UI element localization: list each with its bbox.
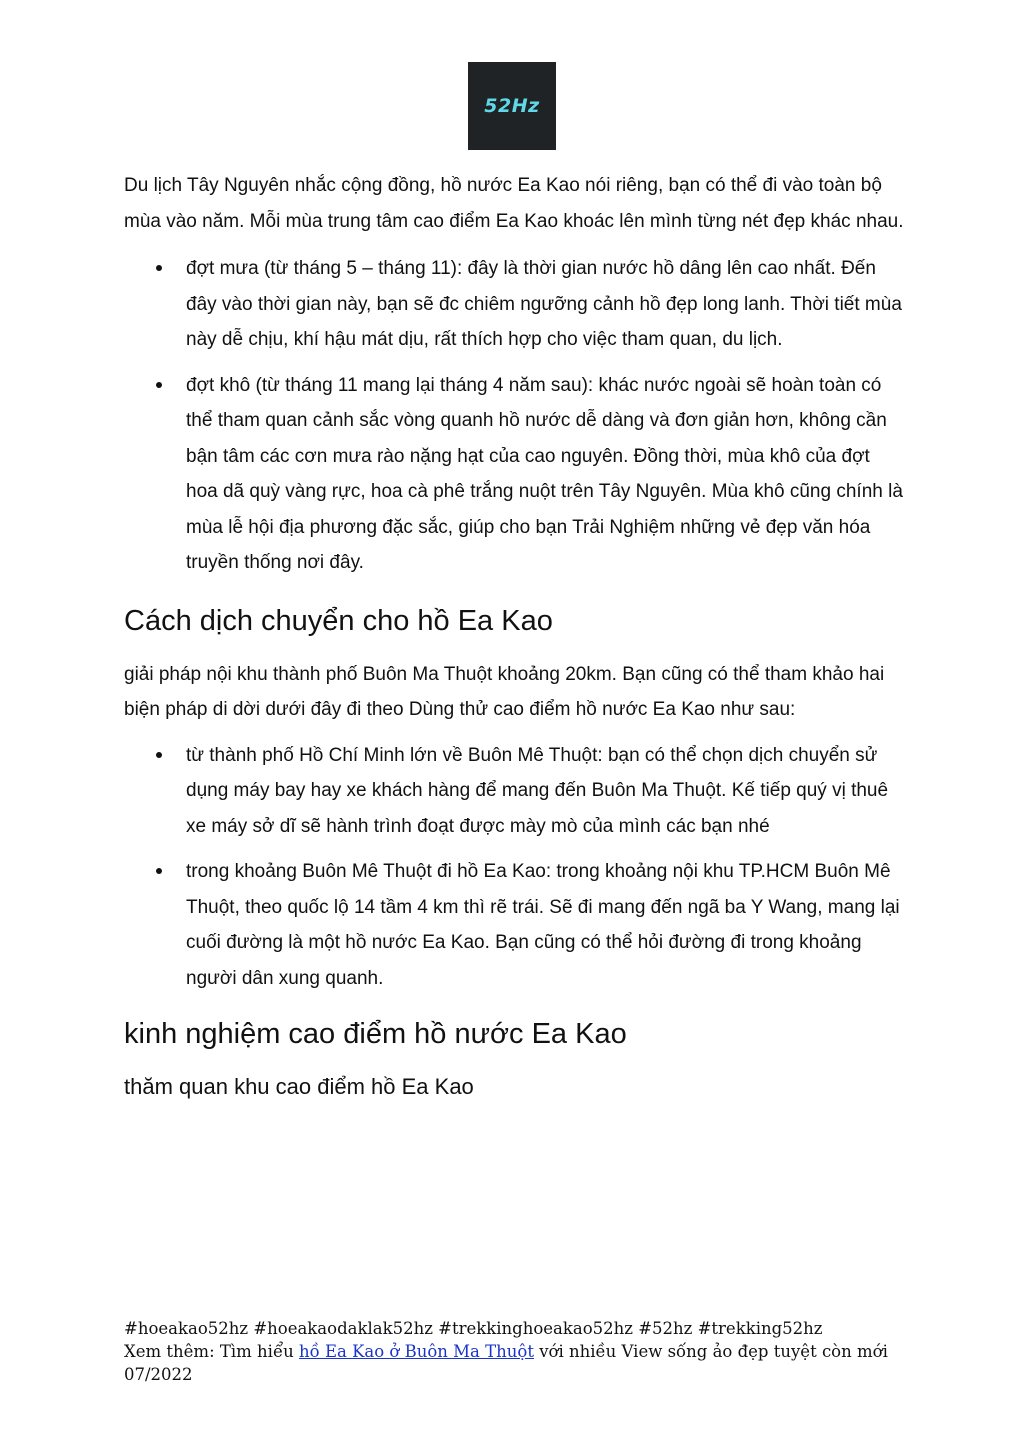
seasons-list bbox=[124, 251, 904, 581]
see-more-suffix: với nhiều View sống ảo đẹp tuyệt còn mới 07/2022 bbox=[124, 1342, 888, 1384]
list-item-text: đợt mưa (từ tháng 5 – tháng 11): đây là thời gian nước hồ dâng lên cao nhất. Đến đây vào thời gian này, bạn sẽ đc chiêm ngưỡng cảnh hồ đẹp long lanh. Thời tiết mùa này dễ chịu, khí hậu mát dịu, rất thích hợp cho việc tham quan, du lịch. bbox=[186, 258, 902, 350]
section-heading-travel: Cách dịch chuyển cho hồ Ea Kao bbox=[124, 604, 553, 637]
article-body bbox=[124, 168, 904, 1102]
subheading-visit: thăm quan khu cao điểm hồ Ea Kao bbox=[124, 1074, 474, 1099]
see-more-line bbox=[124, 1340, 914, 1386]
logo bbox=[468, 62, 556, 150]
logo-text: 52Hz bbox=[484, 95, 540, 117]
bullet-icon bbox=[156, 868, 162, 874]
list-item-text: đợt khô (từ tháng 11 mang lại tháng 4 năm sau): khác nước ngoài sẽ hoàn toàn có thể tham quan cảnh sắc vòng quanh hồ nước dễ dàng và đơn giản hơn, không cần bận tâm các cơn mưa rào nặng hạt của cao nguyên. Đồng thời, mùa khô của đợt hoa dã quỳ vàng rực, hoa cà phê trắng nuột trên Tây Nguyên. Mùa khô cũng chính là mùa lễ hội địa phương đặc sắc, giúp cho bạn Trải Nghiệm những vẻ đẹp văn hóa truyền thống nơi đây. bbox=[186, 374, 903, 573]
hashtags: #hoeakao52hz #hoeakaodaklak52hz #trekkinghoeakao52hz #52hz #trekking52hz bbox=[124, 1319, 823, 1338]
see-more-link[interactable]: hồ Ea Kao ở Buôn Ma Thuột bbox=[298, 1342, 534, 1361]
list-item bbox=[124, 854, 904, 996]
bullet-icon bbox=[156, 382, 162, 388]
travel-list bbox=[124, 738, 904, 997]
list-item bbox=[124, 368, 904, 581]
see-more-prefix: Xem thêm: Tìm hiểu bbox=[124, 1342, 299, 1361]
bullet-icon bbox=[156, 752, 162, 758]
list-item bbox=[124, 251, 904, 358]
list-item-text: trong khoảng Buôn Mê Thuột đi hồ Ea Kao: trong khoảng nội khu TP.HCM Buôn Mê Thuột, theo quốc lộ 14 tầm 4 km thì rẽ trái. Sẽ đi mang đến ngã ba Y Wang, mang lại cuối đường là một hồ nước Ea Kao. Bạn cũng có thể hỏi đường đi trong khoảng người dân xung quanh. bbox=[186, 861, 900, 989]
section-heading-experience: kinh nghiệm cao điểm hồ nước Ea Kao bbox=[124, 1018, 627, 1050]
list-item-text: từ thành phố Hồ Chí Minh lớn về Buôn Mê Thuột: bạn có thể chọn dịch chuyển sử dụng máy bay hay xe khách hàng để mang đến Buôn Ma Thuột. Kế tiếp quý vị thuê xe máy sở dĩ sẽ hành trình đoạt được mày mò của mình các bạn nhé bbox=[186, 744, 889, 837]
list-item bbox=[124, 738, 904, 845]
intro-paragraph: Du lịch Tây Nguyên nhắc cộng đồng, hồ nước Ea Kao nói riêng, bạn có thể đi vào toàn bộ mùa vào năm. Mỗi mùa trung tâm cao điểm Ea Kao khoác lên mình từng nét đẹp khác nhau. bbox=[124, 175, 904, 232]
bullet-icon bbox=[156, 265, 162, 271]
footer bbox=[124, 1317, 914, 1386]
travel-paragraph: giải pháp nội khu thành phố Buôn Ma Thuột khoảng 20km. Bạn cũng có thể tham khảo hai biện pháp di dời dưới đây đi theo Dùng thử cao điểm hồ nước Ea Kao như sau: bbox=[124, 663, 885, 720]
